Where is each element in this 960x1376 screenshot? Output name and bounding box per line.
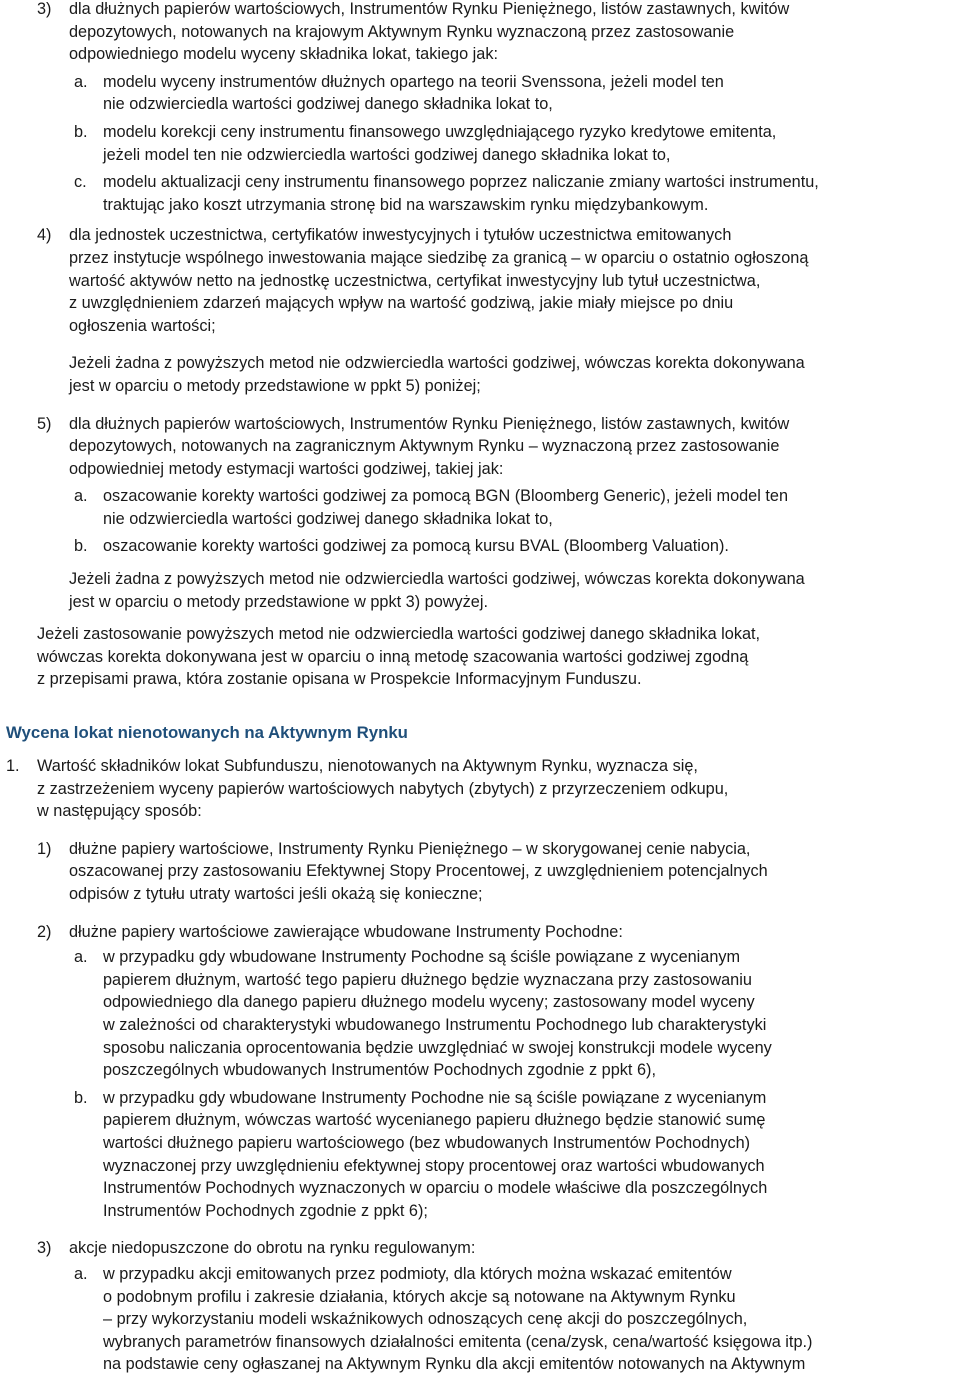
list-item	[6, 755, 954, 823]
text-line: ogłoszenia wartości;	[69, 316, 216, 335]
text-line: akcje niedopuszczone do obrotu na rynku regulowanym:	[69, 1239, 476, 1258]
text-line: z przepisami prawa, która zostanie opisana w Prospekcie Informacyjnym Funduszu.	[37, 670, 642, 689]
list-marker: 4)	[37, 226, 52, 245]
text-line: odpowiedniej metody estymacji wartości godziwej, takiej jak:	[69, 459, 504, 478]
text-line: Instrumentów Pochodnych wyznaczonych w oparciu o modele właściwe dla poszczególnych	[103, 1179, 768, 1198]
list-marker: 5)	[37, 414, 52, 433]
closing-paragraph	[6, 623, 954, 691]
list-marker: 3)	[37, 1239, 52, 1258]
text-line: przez instytucje wspólnego inwestowania mające siedzibę za granicą – w oparciu o ostatnio ogłoszoną	[69, 248, 809, 267]
list-marker: 2)	[37, 922, 52, 941]
text-line: oszacowanie korekty wartości godziwej za pomocą BGN (Bloomberg Generic), jeżeli model ten	[103, 487, 789, 506]
section-heading: Wycena lokat nienotowanych na Aktywnym Rynku	[6, 723, 408, 743]
text-line: Instrumentów Pochodnych zgodnie z ppkt 6);	[103, 1201, 428, 1220]
text-line: w przypadku akcji emitowanych przez podmioty, dla których można wskazać emitentów	[103, 1264, 732, 1283]
sub-list-marker: a.	[74, 1264, 88, 1283]
text-line: w zależności od charakterystyki wbudowanego Instrumentu Pochodnego lub charakterystyki	[103, 1015, 767, 1034]
sub-list-marker: b.	[74, 122, 88, 141]
text-line: odpisów z tytułu utraty wartości jeśli okażą się konieczne;	[69, 885, 483, 903]
list-marker: 1.	[6, 757, 20, 776]
text-line: Jeżeli żadna z powyższych metod nie odzwierciedla wartości godziwej, wówczas korekta dokonywana	[69, 570, 805, 589]
text-line: odpowiedniego modelu wyceny składnika lokat, takiego jak:	[69, 45, 498, 64]
text-line: – przy wykorzystaniu modeli wskaźnikowych odnoszących cenę akcji do poszczególnych,	[103, 1310, 748, 1329]
sub-list-marker: c.	[74, 173, 87, 192]
sub-list-marker: b.	[74, 537, 88, 556]
sub-list-item	[6, 71, 954, 116]
text-line: sposobu naliczania oprocentowania będzie uwzględniać w swojej konstrukcji modele wyceny	[103, 1038, 772, 1057]
sub-list-marker: a.	[74, 948, 88, 967]
text-line: oszacowanie korekty wartości godziwej za pomocą kursu BVAL (Bloomberg Valuation).	[103, 537, 729, 556]
text-line: odpowiedniego dla danego papieru dłużnego modelu wyceny; zastosowany model wyceny	[103, 993, 755, 1012]
list-item	[6, 1237, 954, 1260]
sub-list-item	[6, 535, 954, 558]
sub-list-item	[6, 946, 954, 1082]
text-line: papierem dłużnym, wartość tego papieru dłużnego będzie wyznaczana przy zastosowaniu	[103, 970, 752, 989]
text-line: dłużne papiery wartościowe zawierające wbudowane Instrumenty Pochodne:	[69, 922, 623, 941]
text-line: o podobnym profilu i zakresie działania, których akcje są notowane na Aktywnym Rynku	[103, 1287, 736, 1306]
text-line: jeżeli model ten nie odzwierciedla wartości godziwej danego składnika lokat to,	[103, 145, 671, 164]
text-line: dłużne papiery wartościowe, Instrumenty Rynku Pieniężnego – w skorygowanej cenie nabycia,	[69, 839, 751, 858]
note-paragraph	[6, 352, 954, 397]
sub-list-item	[6, 121, 954, 166]
sub-list-marker: a.	[74, 72, 88, 91]
list-marker: 1)	[37, 839, 52, 858]
text-line: wybranych parametrów finansowych działalności emitenta (cena/zysk, cena/wartość księgowa itp.)	[103, 1332, 813, 1351]
text-line: nie odzwierciedla wartości godziwej danego składnika lokat to,	[103, 95, 553, 114]
text-line: wartości dłużnego papieru wartościowego (bez wbudowanych Instrumentów Pochodnych)	[103, 1133, 751, 1152]
list-item	[6, 224, 954, 337]
text-line: depozytowych, notowanych na krajowym Aktywnym Rynku wyznaczoną przez zastosowanie	[69, 22, 735, 41]
text-line: z uwzględnieniem zdarzeń mających wpływ na wartość godziwą, jakie miały miejsce po dniu	[69, 294, 734, 313]
text-line: dla jednostek uczestnictwa, certyfikatów inwestycyjnych i tytułów uczestnictwa emitowanych	[69, 226, 732, 245]
sub-list-item	[6, 485, 954, 530]
text-line: w przypadku gdy wbudowane Instrumenty Pochodne są ściśle powiązane z wycenianym	[103, 948, 741, 967]
text-line: depozytowych, notowanych na zagranicznym Aktywnym Rynku – wyznaczoną przez zastosowanie	[69, 437, 780, 456]
list-marker: 3)	[37, 0, 52, 18]
sub-list-marker: a.	[74, 487, 88, 506]
text-line: papierem dłużnym, wówczas wartość wycenianego papieru dłużnego będzie stanowić sumę	[103, 1111, 766, 1130]
text-line: Jeżeli żadna z powyższych metod nie odzwierciedla wartości godziwej, wówczas korekta dokonywana	[69, 354, 805, 373]
text-line: w następujący sposób:	[37, 802, 202, 821]
list-item	[6, 0, 954, 66]
list-item	[6, 413, 954, 481]
sub-list-item	[6, 171, 954, 216]
text-line: modelu aktualizacji ceny instrumentu finansowego poprzez naliczanie zmiany wartości instrumentu,	[103, 173, 819, 192]
text-line: poszczególnych wbudowanych Instrumentów Pochodnych zgodnie z ppkt 6),	[103, 1061, 656, 1080]
sub-list-item	[6, 1263, 954, 1376]
text-line: wówczas korekta dokonywana jest w oparciu o inną metodę szacowania wartości godziwej zgodną	[37, 647, 749, 666]
text-line: jest w oparciu o metody przedstawione w ppkt 3) powyżej.	[69, 592, 488, 611]
list-item	[6, 838, 954, 906]
text-line: modelu korekcji ceny instrumentu finansowego uwzględniającego ryzyko kredytowe emitenta,	[103, 122, 777, 141]
text-line: Wartość składników lokat Subfunduszu, nienotowanych na Aktywnym Rynku, wyznacza się,	[37, 757, 698, 776]
text-line: dla dłużnych papierów wartościowych, Instrumentów Rynku Pieniężnego, listów zastawnych, kwitów	[69, 414, 790, 433]
list-item	[6, 921, 954, 944]
text-line: z zastrzeżeniem wyceny papierów wartościowych nabytych (zbytych) z przyrzeczeniem odkupu,	[37, 779, 729, 798]
text-line: na podstawie ceny ogłaszanej na Aktywnym Rynku dla akcji emitentów notowanych na Aktywnym	[103, 1355, 806, 1374]
text-line: w przypadku gdy wbudowane Instrumenty Pochodne nie są ściśle powiązane z wycenianym	[103, 1088, 767, 1107]
note-paragraph	[6, 568, 954, 613]
sub-list-item	[6, 1087, 954, 1223]
text-line: oszacowanej przy zastosowaniu Efektywnej Stopy Procentowej, z uwzględnieniem potencjalnych	[69, 862, 768, 881]
text-line: nie odzwierciedla wartości godziwej danego składnika lokat to,	[103, 509, 553, 528]
text-line: Jeżeli zastosowanie powyższych metod nie odzwierciedla wartości godziwej danego składnika lokat,	[37, 625, 761, 644]
text-line: wyznaczonej przy uwzględnieniu efektywnej stopy procentowej oraz wartości wbudowanych	[103, 1156, 765, 1175]
text-line: jest w oparciu o metody przedstawione w ppkt 5) poniżej;	[69, 376, 481, 395]
text-line: dla dłużnych papierów wartościowych, Instrumentów Rynku Pieniężnego, listów zastawnych, kwitów	[69, 0, 790, 18]
text-line: wartość aktywów netto na jednostkę uczestnictwa, certyfikat inwestycyjny lub tytuł uczestnictwa,	[69, 271, 761, 290]
text-line: modelu wyceny instrumentów dłużnych opartego na teorii Svenssona, jeżeli model ten	[103, 72, 724, 91]
text-line: traktując jako koszt utrzymania stronę bid na warszawskim rynku międzybankowym.	[103, 195, 709, 214]
sub-list-marker: b.	[74, 1088, 88, 1107]
